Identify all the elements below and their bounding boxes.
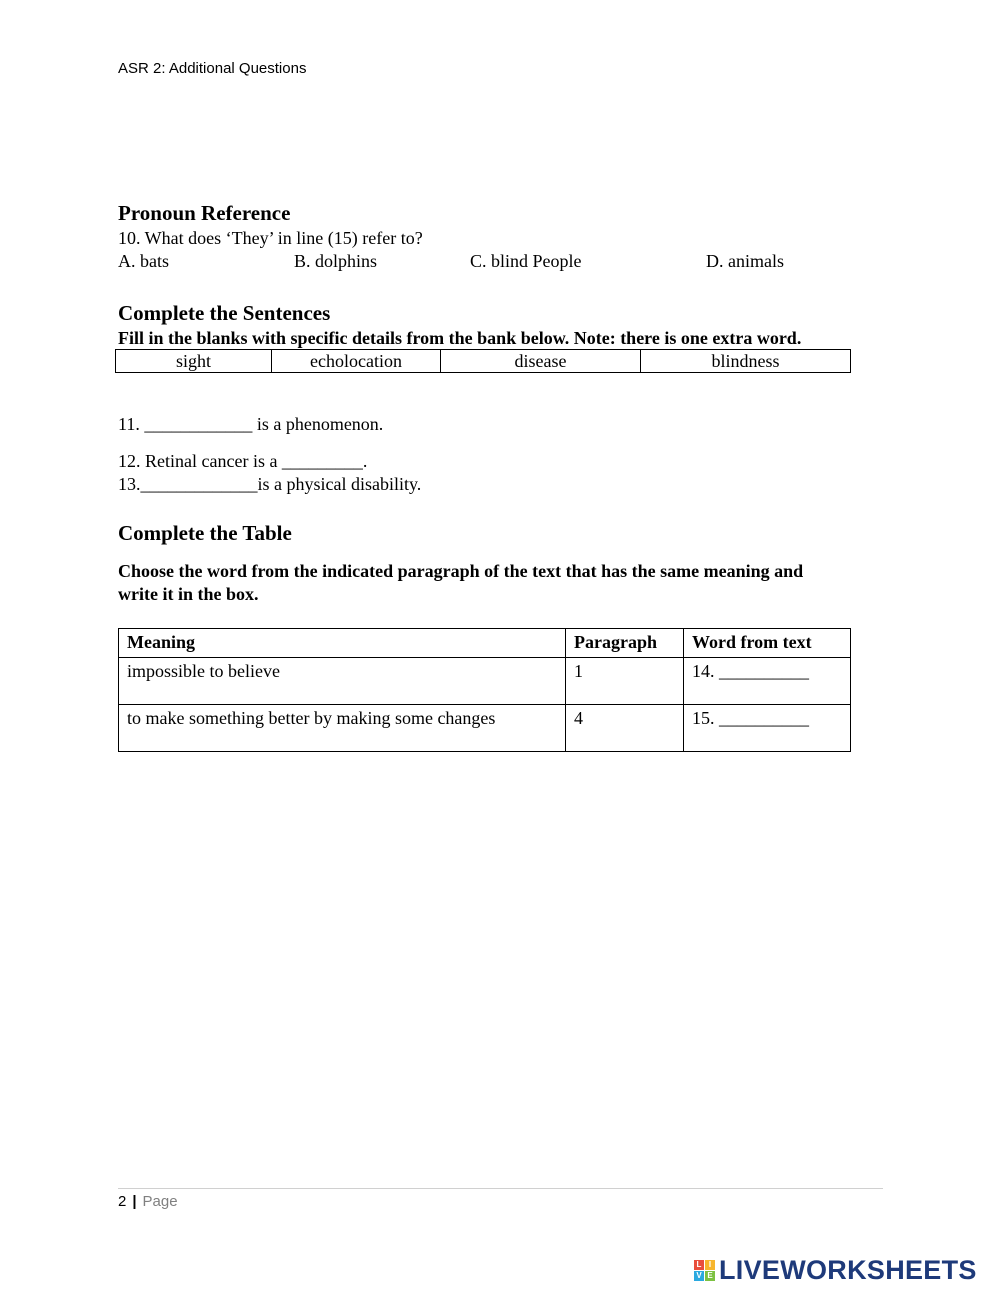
page-label: Page [142,1193,178,1210]
pronoun-reference-heading: Pronoun Reference [118,201,291,225]
logo-text: LIVEWORKSHEETS [719,1255,977,1285]
table-instruction-line-1: Choose the word from the indicated paragraph of the text that has the same meaning and [118,561,804,581]
answer-15-blank[interactable]: 15. __________ [684,705,851,752]
option-c[interactable]: C. blind People [470,251,582,271]
sentence-13-blank[interactable]: 13._____________is a physical disability. [118,474,422,494]
column-header-word: Word from text [684,629,851,658]
liveworksheets-logo-icon [694,1260,715,1281]
option-a[interactable]: A. bats [118,251,169,271]
page-footer [118,1193,178,1210]
paragraph-cell: 4 [566,705,684,752]
liveworksheets-logo [694,1255,977,1286]
table-instruction-line-2: write it in the box. [118,584,259,604]
page-number: 2 [118,1193,127,1210]
meaning-table [118,628,851,752]
table-row [119,705,851,752]
bank-word: sight [116,350,272,373]
logo-mark-letter: V [694,1271,704,1281]
question-10: 10. What does ‘They’ in line (15) refer to? [118,228,423,248]
document-header: ASR 2: Additional Questions [118,60,307,77]
bank-word: blindness [641,350,851,373]
table-row [119,658,851,705]
bank-word: disease [441,350,641,373]
logo-mark-letter: E [705,1271,715,1281]
paragraph-cell: 1 [566,658,684,705]
column-header-meaning: Meaning [119,629,566,658]
answer-14-blank[interactable]: 14. __________ [684,658,851,705]
sentences-instruction: Fill in the blanks with specific details from the bank below. Note: there is one extra word. [118,328,802,348]
option-d[interactable]: D. animals [706,251,784,271]
word-bank [115,349,851,373]
sentence-12-blank[interactable]: 12. Retinal cancer is a _________. [118,451,368,471]
sentence-11-blank[interactable]: 11. ____________ is a phenomenon. [118,414,384,434]
footer-divider [118,1188,883,1189]
complete-sentences-heading: Complete the Sentences [118,301,331,325]
logo-mark-letter: I [705,1260,715,1270]
complete-table-heading: Complete the Table [118,521,292,545]
meaning-cell: to make something better by making some changes [119,705,566,752]
logo-mark-letter: L [694,1260,704,1270]
meaning-cell: impossible to believe [119,658,566,705]
footer-separator: | [132,1193,137,1210]
option-b[interactable]: B. dolphins [294,251,378,271]
table-header-row [119,629,851,658]
bank-word: echolocation [272,350,441,373]
column-header-paragraph: Paragraph [566,629,684,658]
